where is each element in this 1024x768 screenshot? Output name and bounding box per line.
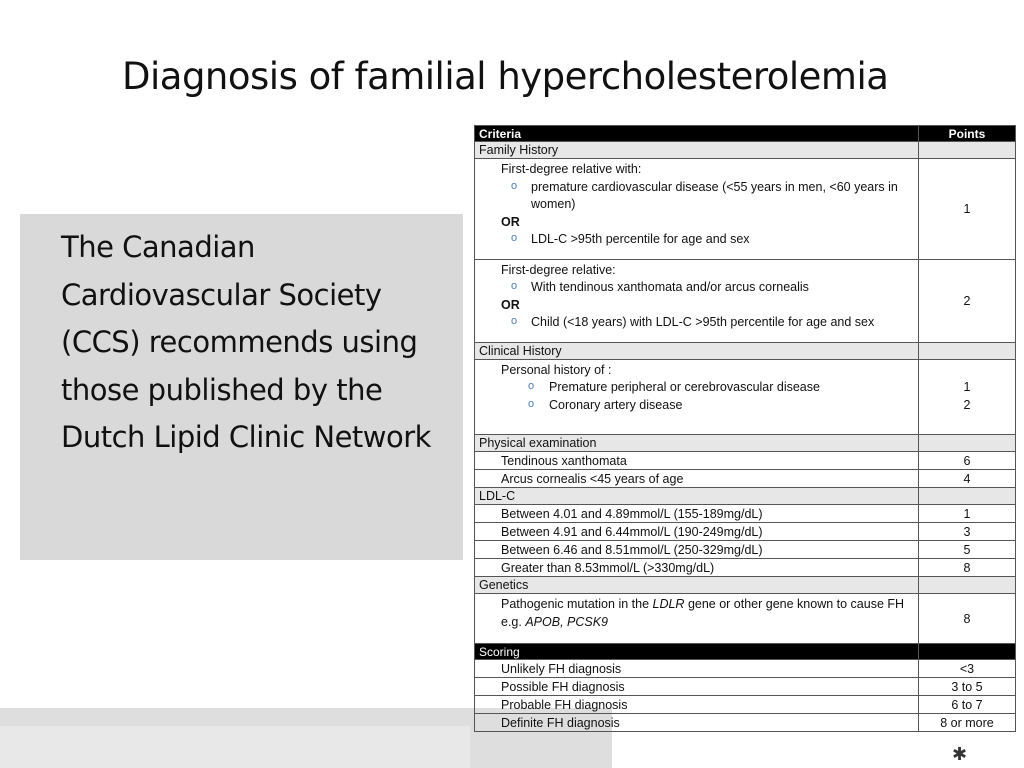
table-row [475,452,1016,470]
section-row [475,488,1016,505]
text-box [20,214,463,560]
table-row [475,259,1016,342]
table-row [475,470,1016,488]
gene-name: LDLR [652,597,685,611]
points-cell: 8 or more [918,714,1015,732]
bullet-item: o LDL-C >95th percentile for age and sex [501,231,914,249]
dutch-lipid-criteria-table [474,125,1016,732]
section-label: Family History [475,142,919,159]
points-value: 2 [963,397,971,412]
criteria-cell [475,594,919,644]
header-criteria: Criteria [475,126,919,142]
points-cell: 3 to 5 [918,678,1015,696]
points-cell: 1 [918,159,1015,260]
points-cell: 6 [918,452,1015,470]
table-header-row [475,126,1016,142]
footer-band-inner [0,726,470,768]
points-value: 1 [963,380,971,394]
points-cell: 8 [918,559,1015,577]
table-row [475,559,1016,577]
bullet-item: o Premature peripheral or cerebrovascular disease [501,379,914,397]
table-row [475,594,1016,644]
row-intro: Personal history of : [501,362,612,377]
points-cell: 5 [918,541,1015,559]
points-cell: <3 [918,660,1015,678]
section-label: Scoring [475,644,919,660]
section-label: LDL-C [475,488,919,505]
table-row [475,696,1016,714]
row-intro: First-degree relative with: [501,162,642,176]
section-label: Genetics [475,577,919,594]
genetics-text-a: Pathogenic mutation in the [501,597,653,611]
spacer [501,249,914,257]
bullet-item: o Coronary artery disease [501,397,914,415]
section-label: Physical examination [475,435,919,452]
criteria-cell: Unlikely FH diagnosis [475,660,919,678]
table-row [475,678,1016,696]
section-row [475,644,1016,660]
table-row [475,159,1016,260]
points-cell: 6 to 7 [918,696,1015,714]
table-row [475,523,1016,541]
spacer [501,414,914,432]
criteria-cell: Between 4.01 and 4.89mmol/L (155-189mg/dL) [475,505,919,523]
or-label: OR [501,297,520,312]
points-cell [918,359,1015,435]
slide-title: Diagnosis of familial hypercholesterolemia [122,55,889,98]
body-text: The Canadian Cardiovascular Society (CCS) recommends using those published by the Dutch Lipid Clinic Network [61,230,431,454]
criteria-cell: Between 4.91 and 6.44mmol/L (190-249mg/dL) [475,523,919,541]
criteria-cell: Tendinous xanthomata [475,452,919,470]
points-cell: 8 [918,594,1015,644]
logo-icon: ✱ [952,744,968,764]
section-row [475,142,1016,159]
criteria-cell [475,259,919,342]
section-row [475,577,1016,594]
section-label: Clinical History [475,342,919,359]
criteria-cell: Possible FH diagnosis [475,678,919,696]
section-row [475,435,1016,452]
points-cell: 1 [918,505,1015,523]
criteria-cell: Greater than 8.53mmol/L (>330mg/dL) [475,559,919,577]
criteria-cell: Probable FH diagnosis [475,696,919,714]
criteria-cell: Between 6.46 and 8.51mmol/L (250-329mg/dL) [475,541,919,559]
section-row [475,342,1016,359]
table-row [475,505,1016,523]
or-label: OR [501,214,520,229]
criteria-cell [475,159,919,260]
bullet-item: o Child (<18 years) with LDL-C >95th percentile for age and sex [501,314,914,332]
bullet-item: o With tendinous xanthomata and/or arcus cornealis [501,279,914,297]
spacer [501,631,914,641]
criteria-cell [475,359,919,435]
spacer [501,332,914,340]
criteria-cell: Definite FH diagnosis [475,714,919,732]
table-row [475,359,1016,435]
table-row [475,541,1016,559]
criteria-cell: Arcus cornealis <45 years of age [475,470,919,488]
genetics-text-b: gene or other gene known to cause FH e.g. [501,597,905,629]
gene-examples: APOB, PCSK9 [525,614,609,629]
bullet-item: o premature cardiovascular disease (<55 years in men, <60 years in women) [501,179,914,214]
points-cell: 2 [918,259,1015,342]
table-row [475,660,1016,678]
header-points: Points [918,126,1015,142]
points-cell: 3 [918,523,1015,541]
points-cell: 4 [918,470,1015,488]
row-intro: First-degree relative: [501,262,616,277]
table-row [475,714,1016,732]
